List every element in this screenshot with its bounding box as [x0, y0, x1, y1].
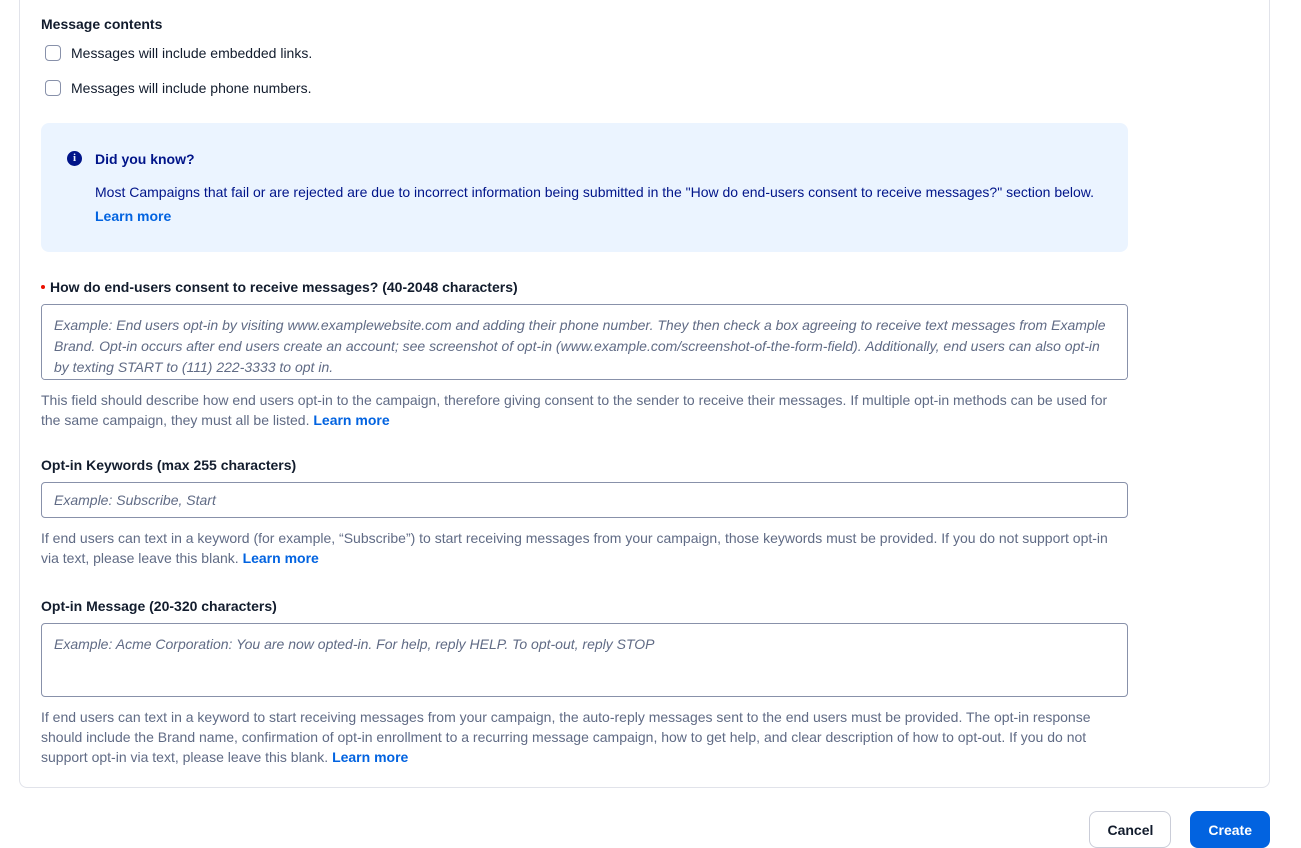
phone-numbers-checkbox[interactable]	[45, 80, 61, 96]
learn-more-link-callout[interactable]: Learn more	[95, 208, 172, 224]
optin-message-textarea[interactable]	[41, 623, 1128, 697]
checkbox-row-phone-numbers[interactable]	[41, 78, 1128, 98]
checkbox-row-embedded-links[interactable]	[41, 43, 1128, 63]
optin-keywords-field	[41, 455, 1128, 568]
callout-body	[95, 180, 1102, 228]
optin-keywords-label: Opt-in Keywords (max 255 characters)	[41, 457, 297, 473]
required-indicator	[41, 285, 45, 289]
optin-message-help-text: If end users can text in a keyword to start receiving messages from your campaign, the auto-reply messages sent to the end users must be provided. The opt-in response should include the Brand name, confirmation of opt-in enrollment to a recurring message campaign, how to get help, and clear description of how to opt-out. If you do not support opt-in via text, please leave this blank. Learn more	[41, 709, 1091, 765]
did-you-know-callout	[41, 123, 1128, 252]
callout-body-text: Most Campaigns that fail or are rejected are due to incorrect information being submitted in the "How do end-users consent to receive messages?" section below.	[95, 184, 1095, 200]
callout-title: Did you know?	[95, 151, 195, 167]
learn-more-link-keywords[interactable]: Learn more	[242, 550, 319, 566]
create-button[interactable]: Create	[1190, 811, 1270, 848]
optin-message-label: Opt-in Message (20-320 characters)	[41, 598, 277, 614]
learn-more-link-consent[interactable]: Learn more	[313, 412, 390, 428]
optin-keywords-help-text: If end users can text in a keyword (for example, “Subscribe”) to start receiving messages from your campaign, those keywords must be provided. If you do not support opt-in via text, please leave this blank. Learn more	[41, 530, 1108, 566]
embedded-links-checkbox-label: Messages will include embedded links.	[71, 45, 313, 61]
consent-help-text: This field should describe how end users opt-in to the campaign, therefore giving consent to the sender to receive their messages. If multiple opt-in methods can be used for the same campaign, they must all be listed. Learn more	[41, 392, 1108, 428]
consent-field-label: How do end-users consent to receive messages? (40-2048 characters)	[41, 277, 1128, 297]
campaign-form-card	[19, 0, 1270, 788]
embedded-links-checkbox[interactable]	[45, 45, 61, 61]
message-contents-label: Message contents	[41, 16, 163, 32]
consent-field	[41, 277, 1128, 430]
info-icon: i	[67, 151, 82, 166]
consent-textarea[interactable]	[41, 304, 1128, 380]
learn-more-link-optin-message[interactable]: Learn more	[332, 749, 409, 765]
cancel-button[interactable]: Cancel	[1089, 811, 1171, 848]
optin-message-field	[41, 596, 1128, 767]
optin-keywords-input[interactable]	[41, 482, 1128, 518]
phone-numbers-checkbox-label: Messages will include phone numbers.	[71, 80, 312, 96]
